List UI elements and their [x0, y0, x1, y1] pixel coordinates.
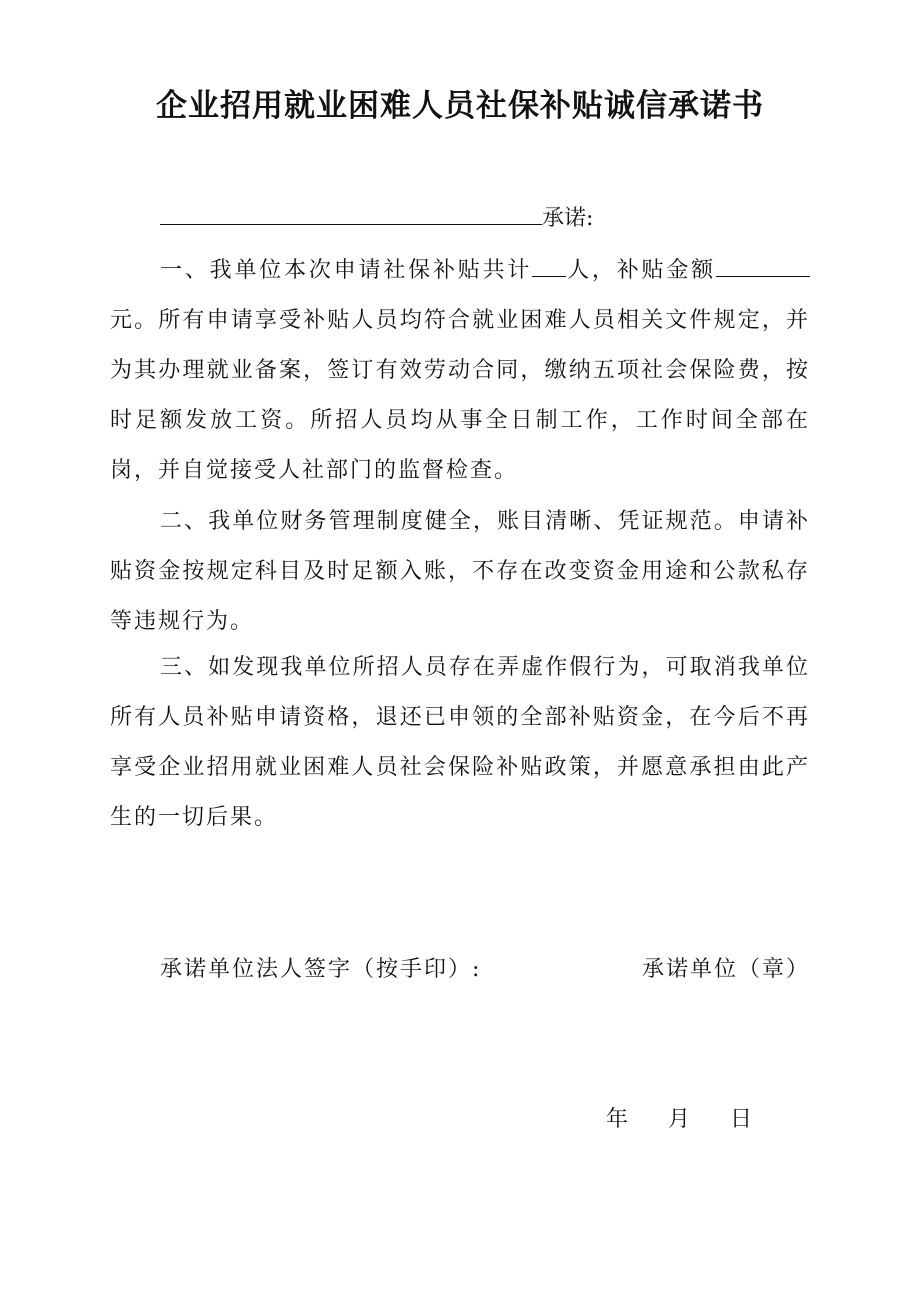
date-day: 日	[730, 1107, 753, 1132]
legal-person-signature-label: 承诺单位法人签字（按手印）:	[160, 957, 482, 982]
date-month: 月	[668, 1107, 691, 1132]
date-line	[606, 1102, 752, 1133]
paragraph-1-part1: 一、我单位本次申请社保补贴共计	[160, 258, 533, 283]
promisor-line	[160, 204, 593, 234]
unit-seal-label: 承诺单位（章）	[642, 957, 811, 982]
date-year: 年	[606, 1107, 629, 1132]
paragraph-3: 三、如发现我单位所招人员存在弄虚作假行为，可取消我单位所有人员补贴申请资格，退还已申领的全部补贴资金，在今后不再享受企业招用就业困难人员社会保险补贴政策，并愿意承担由此产生的一切后果。	[110, 655, 810, 830]
promisor-name-blank	[160, 223, 542, 225]
paragraph-2: 二、我单位财务管理制度健全，账目清晰、凭证规范。申请补贴资金按规定科目及时足额入账，不存在改变资金用途和公款私存等违规行为。	[110, 509, 810, 634]
document-title: 企业招用就业困难人员社保补贴诚信承诺书	[156, 88, 764, 124]
paragraph-1	[110, 246, 810, 496]
paragraph-1-part3: 元。所有申请享受补贴人员均符合就业困难人员相关文件规定，并为其办理就业备案，签订有效劳动合同，缴纳五项社会保险费，按时足额发放工资。所招人员均从事全日制工作，工作时间全部在岗，并自觉接受人社部门的监督检查。	[110, 308, 810, 483]
amount-blank	[716, 275, 810, 277]
paragraph-1-part2: 人，补贴金额	[566, 258, 716, 283]
count-blank	[532, 275, 566, 277]
promise-label: 承诺:	[542, 206, 594, 231]
